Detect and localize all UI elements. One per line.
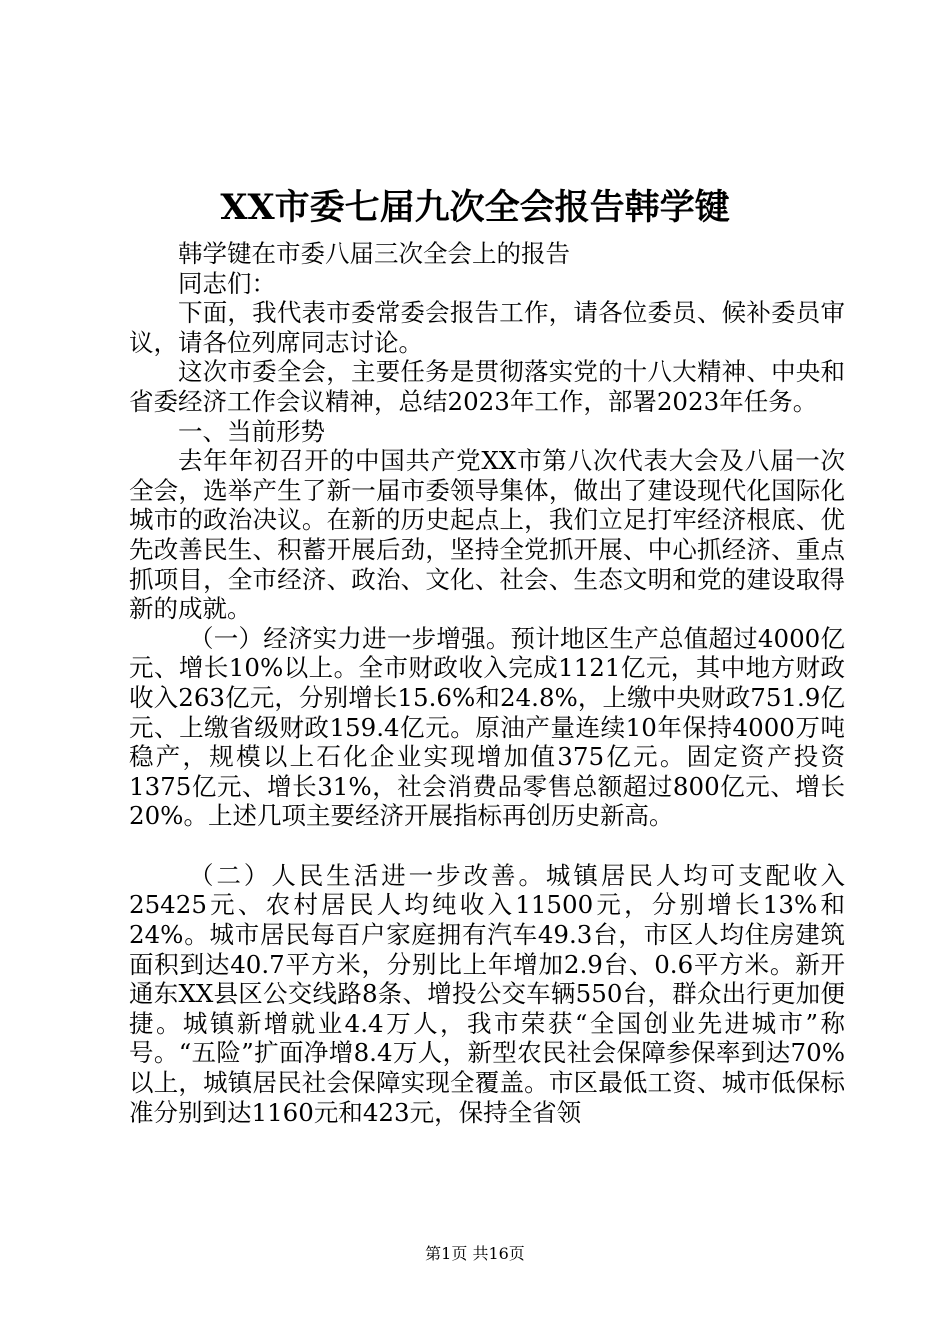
page-footer: 第1页 共16页 <box>425 1244 525 1263</box>
body-paragraph: （一）经济实力进一步增强。预计地区生产总值超过4000亿元、增长10%以上。全市财政收入完成1121亿元，其中地方财政收入263亿元，分别增长15.6%和24.8%，上缴中央财政751.9亿元、上缴省级财政159.4亿元。原油产量连续10年保持4000万吨稳产，规模以上石化企业实现增加值375亿元。固定资产投资1375亿元、增长31%，社会消费品零售总额超过800亿元、增长20%。上述几项主要经济开展指标再创历史新高。 <box>129 623 845 831</box>
body-paragraph: （二）人民生活进一步改善。城镇居民人均可支配收入25425元、农村居民人均纯收入11500元，分别增长13%和24%。城市居民每百户家庭拥有汽车49.3台，市区人均住房建筑面积到达40.7平方米，分别比上年增加2.9台、0.6平方米。新开通东XX县区公交线路8条、增投公交车辆550台，群众出行更加便捷。城镇新增就业4.4万人，我市荣获“全国创业先进城市”称号。“五险”扩面净增8.4万人，新型农民社会保障参保率到达70%以上，城镇居民社会保障实现全覆盖。市区最低工资、城市低保标准分别到达1160元和423元，保持全省领 <box>129 860 845 1127</box>
section-heading: 一、当前形势 <box>178 416 325 446</box>
subtitle-paragraph: 韩学键在市委八届三次全会上的报告 <box>178 239 570 268</box>
body-paragraph: 这次市委全会，主要任务是贯彻落实党的十八大精神、中央和省委经济工作会议精神，总结2023年工作，部署2023年任务。 <box>129 357 845 416</box>
document-title: XX市委七届九次全会报告韩学键 <box>220 187 730 228</box>
body-paragraph: 下面，我代表市委常委会报告工作，请各位委员、候补委员审议，请各位列席同志讨论。 <box>129 298 845 357</box>
body-paragraph: 去年年初召开的中国共产党XX市第八次代表大会及八届一次全会，选举产生了新一届市委领导集体，做出了建设现代化国际化城市的政治决议。在新的历史起点上，我们立足打牢经济根底、优先改善民生、积蓄开展后劲，坚持全党抓开展、中心抓经济、重点抓项目，全市经济、政治、文化、社会、生态文明和党的建设取得新的成就。 <box>129 446 845 624</box>
salutation-paragraph: 同志们： <box>178 268 276 298</box>
document-body <box>129 239 845 1127</box>
